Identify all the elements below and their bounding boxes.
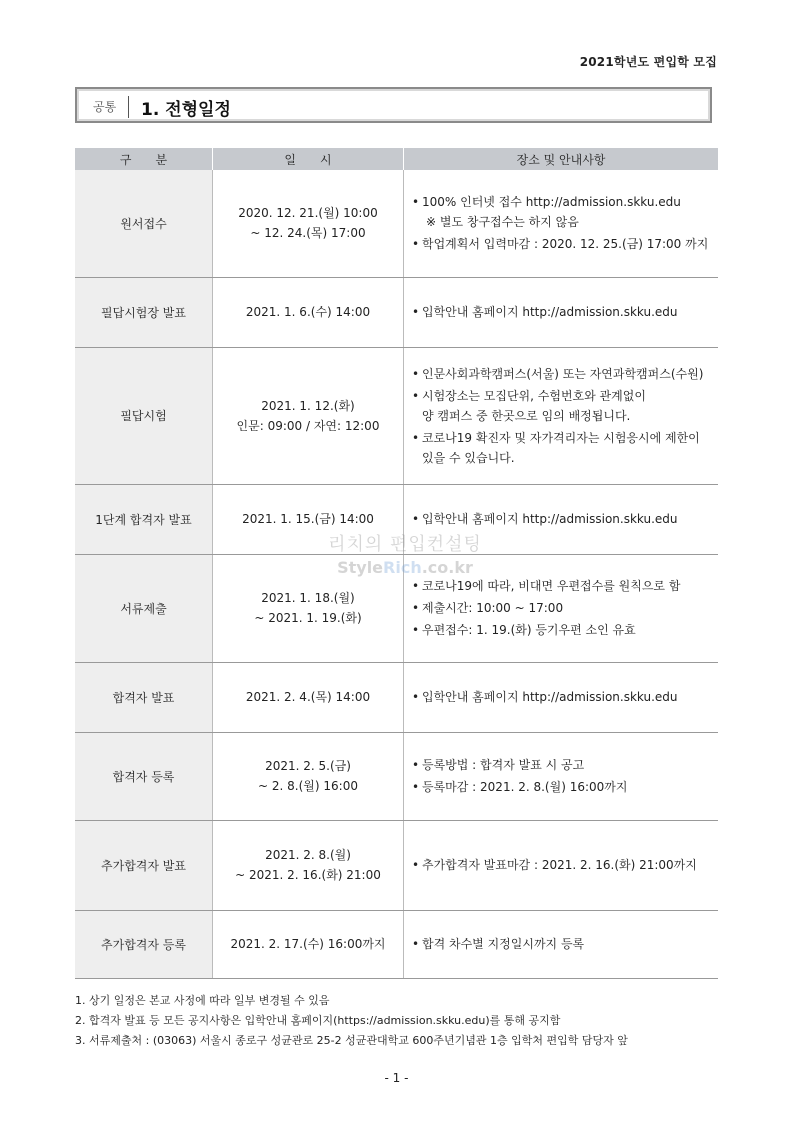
table-row — [75, 910, 718, 978]
footnote-1: 1. 상기 일정은 본교 사정에 따라 일부 변경될 수 있음 — [75, 994, 330, 1007]
table-row — [75, 662, 718, 732]
row-category: 서류제출 — [75, 554, 213, 662]
note-bullet-item: • 100% 인터넷 접수 http://admission.skku.edu — [412, 192, 718, 212]
section-divider — [128, 96, 129, 118]
row-notes — [404, 347, 719, 484]
datetime-line: ~ 2. 8.(월) 16:00 — [258, 779, 358, 793]
table-header-row — [75, 148, 718, 170]
note-continuation: 있을 수 있습니다. — [422, 450, 515, 465]
table-row — [75, 732, 718, 820]
row-notes — [404, 732, 719, 820]
footnotes — [75, 991, 628, 1051]
row-category: 1단계 합격자 발표 — [75, 484, 213, 554]
note-bullet-item: • 추가합격자 발표마감 : 2021. 2. 16.(화) 21:00까지 — [412, 855, 718, 875]
row-notes — [404, 662, 719, 732]
table-row — [75, 347, 718, 484]
section-tag: 공통 — [93, 100, 117, 114]
row-notes — [404, 820, 719, 910]
page-header: 2021학년도 편입학 모집 — [579, 55, 717, 69]
row-category: 필답시험장 발표 — [75, 277, 213, 347]
note-bullet-item: • 입학안내 홈페이지 http://admission.skku.edu — [412, 687, 718, 707]
section-title-box — [75, 87, 712, 123]
row-notes — [404, 910, 719, 978]
header-datetime: 일 시 — [213, 148, 404, 170]
row-category: 필답시험 — [75, 347, 213, 484]
row-notes — [404, 277, 719, 347]
row-category: 합격자 발표 — [75, 662, 213, 732]
row-datetime — [213, 910, 404, 978]
row-datetime — [213, 662, 404, 732]
datetime-line: 2021. 1. 6.(수) 14:00 — [245, 305, 371, 319]
row-category: 추가합격자 등록 — [75, 910, 213, 978]
row-notes — [404, 170, 719, 277]
row-datetime — [213, 732, 404, 820]
datetime-line: 2021. 2. 4.(목) 14:00 — [245, 690, 371, 704]
page-number: - 1 - — [384, 1071, 409, 1085]
row-datetime — [213, 820, 404, 910]
note-bullet-item: • 시험장소는 모집단위, 수험번호와 관계없이 — [412, 386, 718, 406]
note-bullet-item: • 우편접수: 1. 19.(화) 등기우편 소인 유효 — [412, 620, 718, 640]
note-bullet-item: • 합격 차수별 지정일시까지 등록 — [412, 934, 718, 954]
table-row — [75, 820, 718, 910]
row-datetime — [213, 170, 404, 277]
datetime-line: 인문: 09:00 / 자연: 12:00 — [236, 418, 380, 433]
note-bullet-item: • 제출시간: 10:00 ~ 17:00 — [412, 598, 718, 618]
watermark — [305, 530, 505, 577]
note-bullet-item: • 등록방법 : 합격자 발표 시 공고 — [412, 755, 718, 775]
datetime-line: 2020. 12. 21.(월) 10:00 — [238, 206, 378, 221]
note-bullet-item: • 인문사회과학캠퍼스(서울) 또는 자연과학캠퍼스(수원) — [412, 364, 718, 384]
note-bullet-item: • 코로나19에 따라, 비대면 우편접수를 원칙으로 함 — [412, 576, 718, 596]
watermark-line1: 리치의 편입컨설팅 — [328, 534, 482, 555]
header-notes: 장소 및 안내사항 — [404, 148, 719, 170]
datetime-line: 2021. 2. 5.(금) — [265, 759, 351, 773]
section-title: 1. 전형일정 — [141, 100, 231, 120]
datetime-line: 2021. 2. 17.(수) 16:00까지 — [230, 937, 386, 951]
row-category: 원서접수 — [75, 170, 213, 277]
note-bullet-item: • 코로나19 확진자 및 자가격리자는 시험응시에 제한이 — [412, 428, 718, 448]
table-row — [75, 277, 718, 347]
datetime-line: ~ 12. 24.(목) 17:00 — [250, 226, 366, 241]
note-bullet-item: • 등록마감 : 2021. 2. 8.(월) 16:00까지 — [412, 777, 718, 797]
datetime-line: 2021. 1. 12.(화) — [261, 398, 355, 413]
footnote-3: 3. 서류제출처 : (03063) 서울시 종로구 성균관로 25-2 성균관대학교 600주년기념관 1층 입학처 편입학 담당자 앞 — [75, 1034, 628, 1047]
row-datetime — [213, 277, 404, 347]
row-category: 합격자 등록 — [75, 732, 213, 820]
note-bullet-item: • 입학안내 홈페이지 http://admission.skku.edu — [412, 509, 718, 529]
datetime-line: ~ 2021. 1. 19.(화) — [254, 611, 362, 625]
row-category: 추가합격자 발표 — [75, 820, 213, 910]
note-bullet-item: • 학업계획서 입력마감 : 2020. 12. 25.(금) 17:00 까지 — [412, 234, 718, 254]
header-category: 구 분 — [75, 148, 213, 170]
datetime-line: 2021. 1. 18.(월) — [261, 591, 355, 605]
datetime-line: ~ 2021. 2. 16.(화) 21:00 — [235, 868, 381, 882]
datetime-line: 2021. 2. 8.(월) — [265, 848, 351, 862]
note-bullet-item: • 입학안내 홈페이지 http://admission.skku.edu — [412, 302, 718, 322]
note-continuation: ※ 별도 창구접수는 하지 않음 — [426, 215, 579, 230]
watermark-line2: StyleRich.co.kr — [337, 558, 473, 577]
footnote-2: 2. 합격자 발표 등 모든 공지사항은 입학안내 홈페이지(https://admission.skku.edu)를 통해 공지함 — [75, 1014, 561, 1027]
note-continuation: 양 캠퍼스 중 한곳으로 임의 배정됩니다. — [422, 408, 631, 423]
table-row — [75, 170, 718, 277]
row-datetime — [213, 347, 404, 484]
datetime-line: 2021. 1. 15.(금) 14:00 — [242, 512, 374, 526]
